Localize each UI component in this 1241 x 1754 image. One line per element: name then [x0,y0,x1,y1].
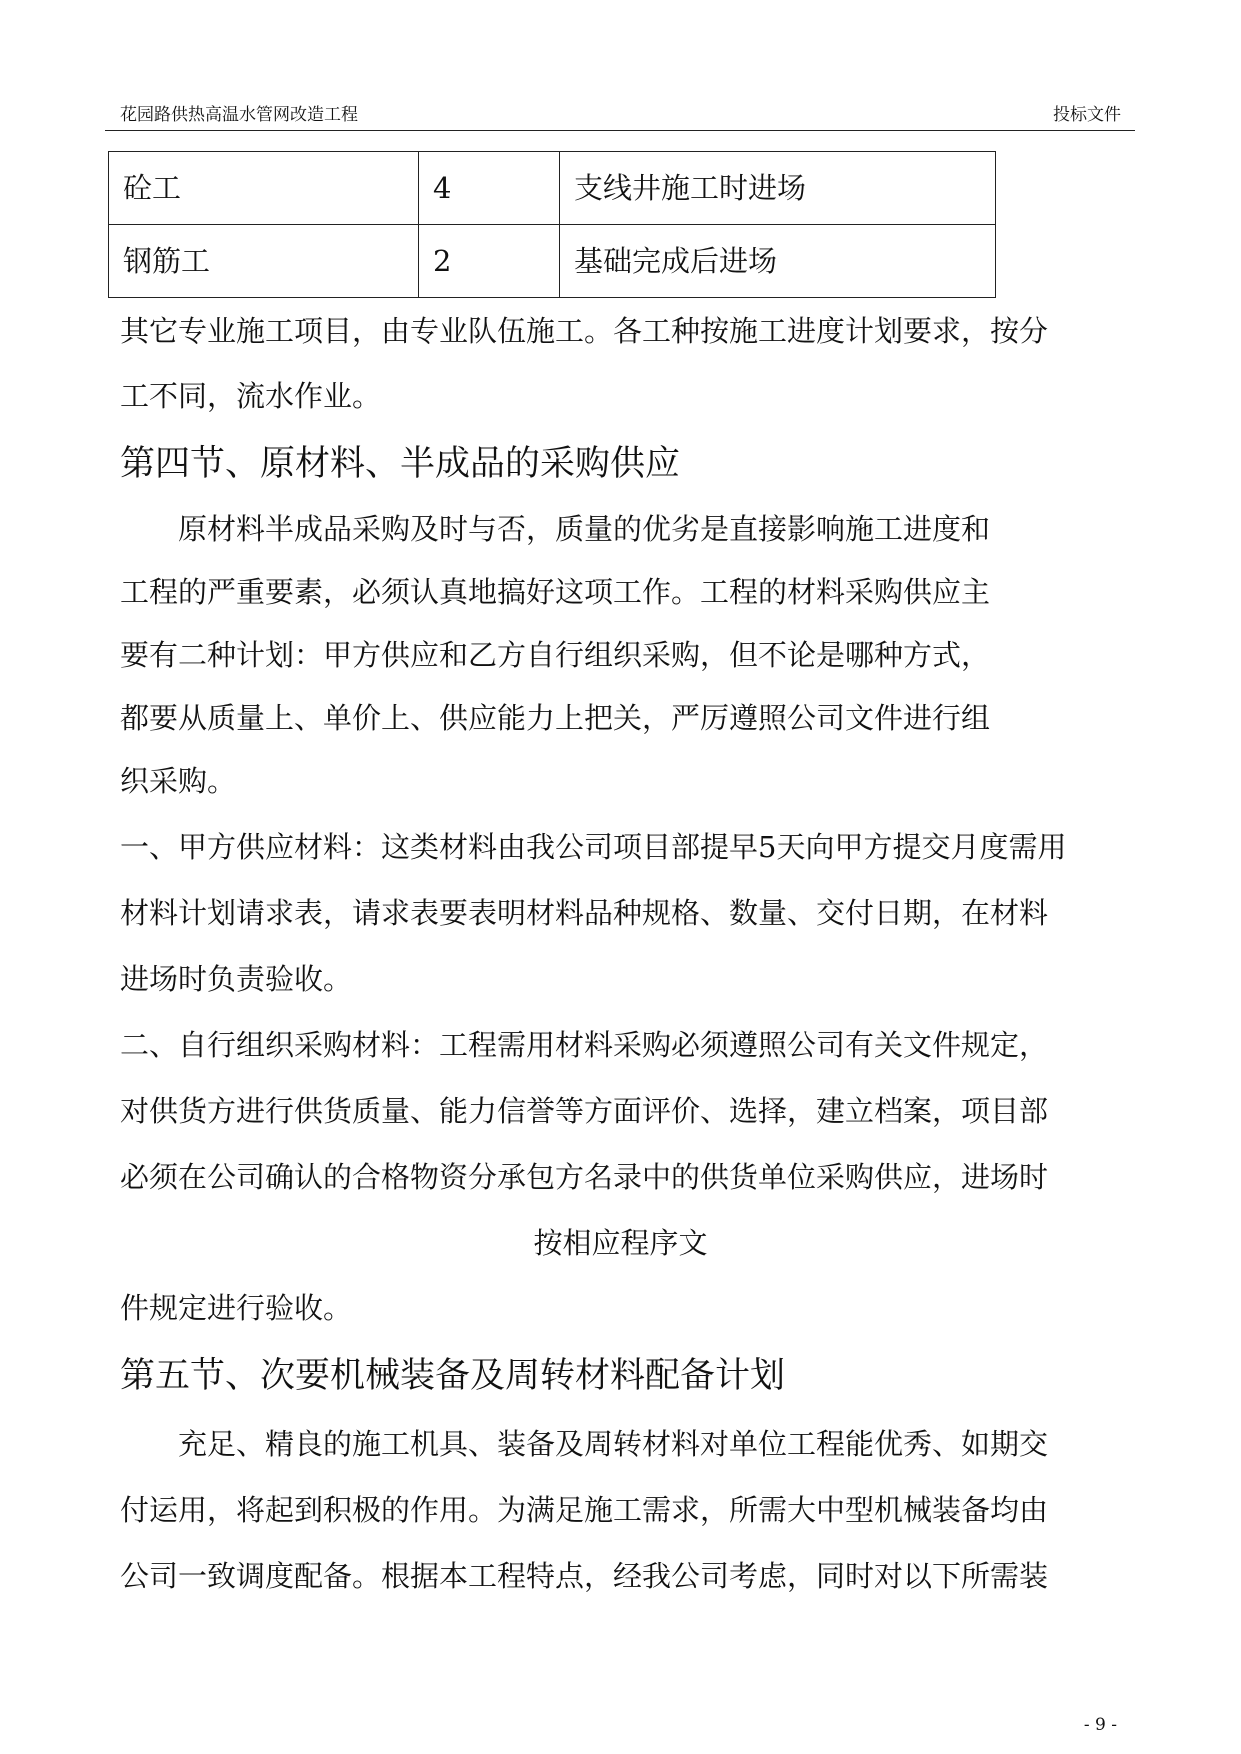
section-4-heading: 第四节、原材料、半成品的采购供应 [120,444,681,484]
section-4-paragraph-line: 要有二种计划：甲方供应和乙方自行组织采购，但不论是哪种方式， [120,638,991,672]
page-number: - 9 - [1083,1715,1117,1735]
intro-paragraph-line: 其它专业施工项目，由专业队伍施工。各工种按施工进度计划要求，按分 [120,314,1049,348]
item-1-paragraph-line: 一、甲方供应材料：这类材料由我公司项目部提早5天向甲方提交月度需用 [120,830,1067,864]
item-2-paragraph-line: 二、自行组织采购材料：工程需用材料采购必须遵照公司有关文件规定， [120,1028,1049,1062]
table-row [109,225,996,298]
item-1-paragraph-line: 进场时负责验收。 [120,962,353,996]
section-5-paragraph-line: 充足、精良的施工机具、装备及周转材料对单位工程能优秀、如期交 [178,1427,1049,1461]
table-row [109,152,996,225]
crew-table [108,151,996,298]
count-cell: 4 [419,152,560,225]
header-doc-type: 投标文件 [1053,105,1121,125]
item-2-paragraph-line: 对供货方进行供货质量、能力信誉等方面评价、选择，建立档案，项目部 [120,1094,1049,1128]
section-4-paragraph-line: 织采购。 [120,764,237,798]
section-4-paragraph-line: 工程的严重要素，必须认真地搞好这项工作。工程的材料采购供应主 [120,575,991,609]
trade-cell: 砼工 [109,152,419,225]
intro-paragraph-line: 工不同，流水作业。 [120,379,382,413]
item-1-paragraph-line: 材料计划请求表，请求表要表明材料品种规格、数量、交付日期，在材料 [120,896,1049,930]
header-project-title: 花园路供热高温水管网改造工程 [120,105,358,125]
section-5-paragraph-line: 公司一致调度配备。根据本工程特点，经我公司考虑，同时对以下所需装 [120,1559,1049,1593]
item-2-paragraph-line: 按相应程序文 [533,1226,708,1260]
item-2-paragraph-line: 必须在公司确认的合格物资分承包方名录中的供货单位采购供应，进场时 [120,1160,1049,1194]
note-cell: 基础完成后进场 [560,225,996,298]
section-4-paragraph-line: 原材料半成品采购及时与否，质量的优劣是直接影响施工进度和 [178,512,991,546]
section-5-heading: 第五节、次要机械装备及周转材料配备计划 [120,1356,786,1396]
section-4-paragraph-line: 都要从质量上、单价上、供应能力上把关，严厉遵照公司文件进行组 [120,701,991,735]
count-cell: 2 [419,225,560,298]
note-cell: 支线井施工时进场 [560,152,996,225]
item-2-paragraph-line: 件规定进行验收。 [120,1291,353,1325]
section-5-paragraph-line: 付运用，将起到积极的作用。为满足施工需求，所需大中型机械装备均由 [120,1493,1049,1527]
header-rule [105,130,1135,131]
trade-cell: 钢筋工 [109,225,419,298]
